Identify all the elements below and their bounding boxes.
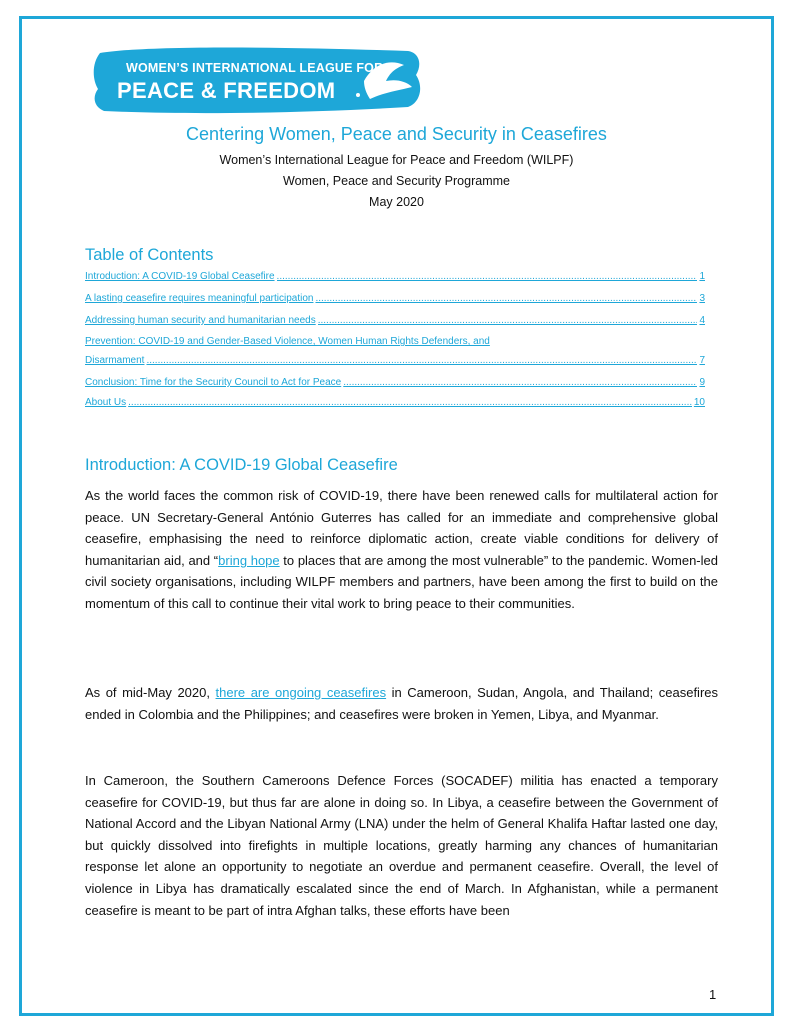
toc-item-prevention[interactable]: Prevention: COVID-19 and Gender-Based Violence, Women Human Rights Defenders, and xyxy=(85,336,490,347)
section-heading: Introduction: A COVID-19 Global Ceasefire xyxy=(85,456,398,474)
toc-item-about-us[interactable]: About Us ..... 10 xyxy=(85,397,705,408)
paragraph-3: In Cameroon, the Southern Cameroons Defence Forces (SOCADEF) militia has enacted a temporary ceasefire for COVID-19, but thus far are alone in doing so. In Libya, a ceasefire between the Government of National Accord and the Libyan National Army (LNA) under the helm of General Khalifa Haftar lasted one day, but quickly dissolved into firefights in multiple locations, greatly harming any chances of humanitarian response let alone an opportunity to negotiate an overdue and permanent ceasefire. Overall, the level of violence in Libya has dramatically escalated since the end of March. In Afghanistan, while a permanent ceasefire is meant to be part of intra Afghan talks, these efforts have been xyxy=(85,773,718,918)
toc-item-participation[interactable]: A lasting ceasefire requires meaningful participation ..... 3 xyxy=(85,293,705,304)
wilpf-logo xyxy=(90,41,426,121)
logo-line-2: PEACE & FREEDOM xyxy=(117,78,336,103)
bring-hope-link[interactable]: bring hope xyxy=(218,552,280,568)
document-date: May 2020 xyxy=(369,195,424,209)
ongoing-ceasefires-link[interactable]: there are ongoing ceasefires xyxy=(215,685,387,700)
toc-item-human-security[interactable]: Addressing human security and humanitarian needs ..... 4 xyxy=(85,315,705,326)
toc-item-prevention-cont[interactable]: Disarmament ..... 7 xyxy=(85,355,705,366)
logo-line-1: WOMEN’S INTERNATIONAL LEAGUE FOR xyxy=(126,61,384,75)
paragraph-2: As of mid-May 2020, there are ongoing ceasefires in Cameroon, Sudan, Angola, and Thailand; ceasefires ended in Colombia and the Philippines; and ceasefires were broken in Yemen, Libya, and Myanmar. xyxy=(85,685,719,722)
document-programme: Women, Peace and Security Programme xyxy=(283,174,510,188)
toc-title: Table of Contents xyxy=(85,246,214,264)
document-page xyxy=(19,16,774,1016)
document-org: Women’s International League for Peace and Freedom (WILPF) xyxy=(219,153,574,167)
toc-item-introduction[interactable]: Introduction: A COVID-19 Global Ceasefire ..... 1 xyxy=(85,271,705,282)
page-number: 1 xyxy=(709,987,717,1002)
document-title: Centering Women, Peace and Security in Ceasefires xyxy=(186,124,607,144)
toc-item-conclusion[interactable]: Conclusion: Time for the Security Council to Act for Peace ..... 9 xyxy=(85,377,705,388)
paragraph-1: As the world faces the common risk of COVID-19, there have been renewed calls for multilateral action for peace. UN Secretary-General António Guterres has called for an immediate and comprehensive global ceasefire, emphasising the need to reinforce diplomatic action, create viable conditions for delivery of humanitarian aid, and “bring hope to places that are among the most vulnerable” to the pandemic. Women-led civil society organisations, including WILPF members and partners, have been among the first to build on the momentum of this call to continue their vital work to bring peace to their communities. xyxy=(85,488,718,611)
